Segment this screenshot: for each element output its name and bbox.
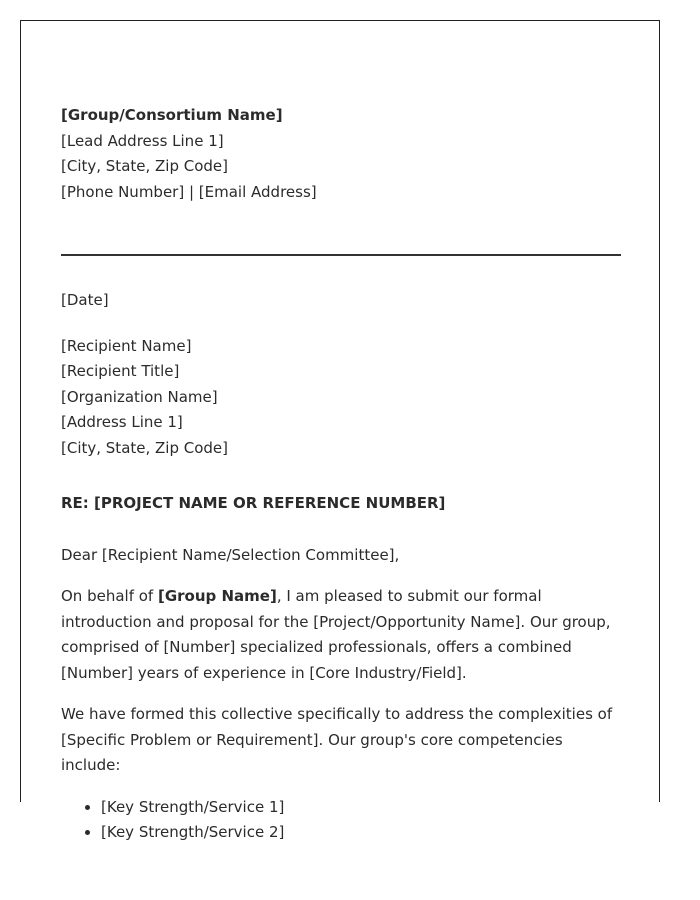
sender-city-state-zip: [City, State, Zip Code] [61, 157, 229, 175]
recipient-address-line: [Address Line 1] [61, 413, 183, 431]
date-block [61, 288, 621, 314]
paragraph-intro-prefix: On behalf of [61, 587, 158, 605]
recipient-organization: [Organization Name] [61, 387, 218, 406]
paragraph-competencies: We have formed this collective specifically to address the complexities of [Specific Problem or Requirement]. Our group's core competencies include: [61, 705, 613, 774]
header-divider [61, 254, 621, 256]
subject-line: RE: [PROJECT NAME OR REFERENCE NUMBER] [61, 494, 446, 512]
paragraph-intro [61, 584, 621, 686]
salutation: Dear [Recipient Name/Selection Committee], [61, 545, 400, 564]
recipient-city-state-zip: [City, State, Zip Code] [61, 438, 229, 457]
paragraph-intro-group-name: [Group Name] [157, 587, 277, 605]
letter-content [61, 103, 621, 846]
strengths-list [61, 795, 621, 846]
sender-phone: [Phone Number] [61, 182, 185, 201]
paragraph-intro-body: , I am pleased to submit our formal introduction and proposal for the [Project/Opportunity Name]. Our group, comprised of [Number] specialized professionals, offers a combined [Number] years of experience in [Core Industry/Field]. [61, 587, 611, 682]
sender-email: [Email Address] [198, 182, 317, 201]
sender-contact-line [61, 180, 621, 206]
sender-contact-separator: | [184, 182, 199, 201]
sender-block [61, 103, 621, 205]
letter-date: [Date] [61, 291, 109, 309]
strength-item: • [Key Strength/Service 1] [101, 795, 621, 821]
recipient-block [61, 334, 621, 462]
sender-group-name: [Group/Consortium Name] [61, 106, 283, 124]
recipient-title: [Recipient Title] [61, 362, 180, 380]
recipient-name: [Recipient Name] [61, 336, 192, 355]
strength-item: • [Key Strength/Service 2] [101, 820, 621, 846]
sender-address-line: [Lead Address Line 1] [61, 131, 224, 150]
letter-page [20, 20, 660, 841]
